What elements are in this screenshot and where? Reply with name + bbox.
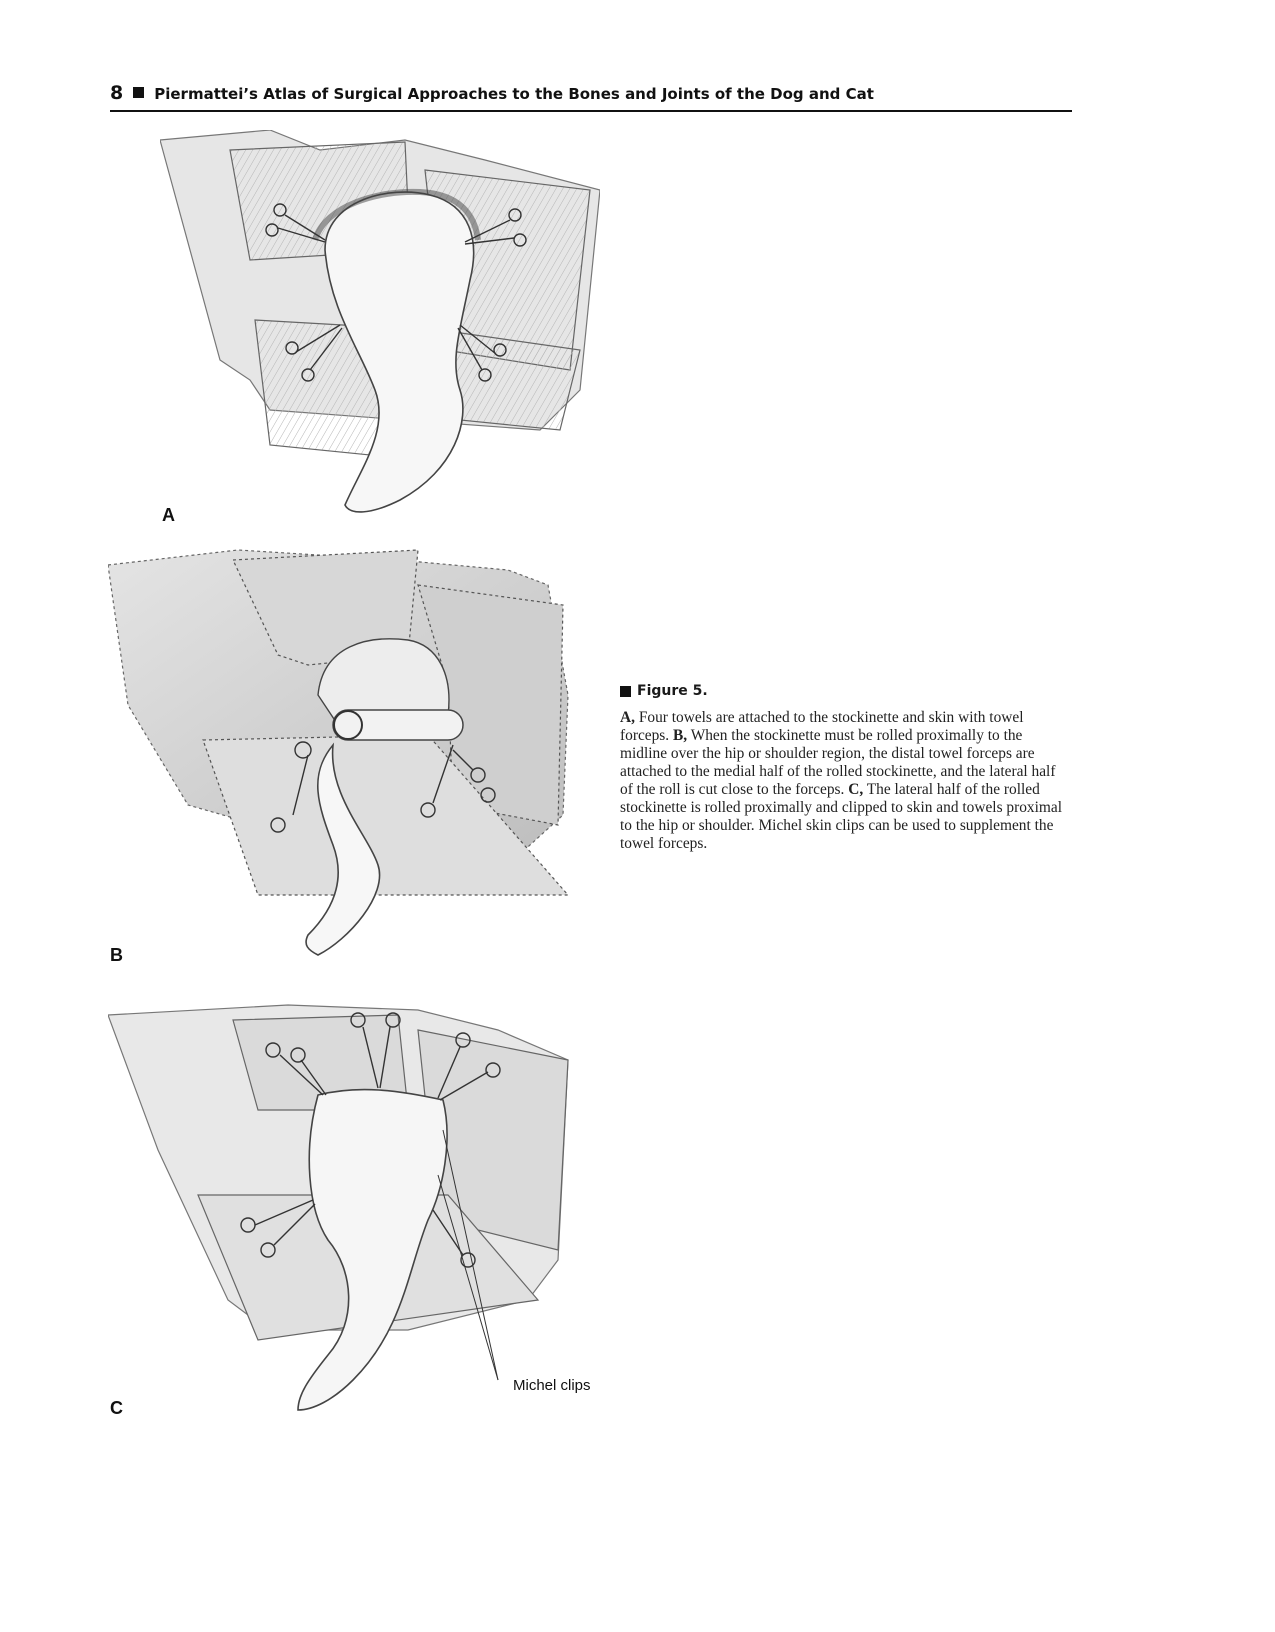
caption-label-c: C, [848,781,864,798]
page-number: 8 [110,82,124,104]
figure-panel-a [160,130,600,525]
panel-letter-b: B [110,945,123,965]
illustration-rolled-stockinette [108,545,578,965]
figure-panel-c [108,1000,588,1425]
caption-square-bullet [620,686,631,697]
panel-letter-a: A [162,505,175,525]
caption-text-b: When the stockinette must be rolled proximally to the midline over the hip or shoulder region, the distal towel forceps are attached to the medial half of the rolled stockinette, and the lateral half of the roll is cut close to the forceps. [620,727,1056,798]
caption-body [620,709,1072,853]
running-header [110,82,1072,112]
caption-text-a: Four towels are attached to the stockinette and skin with towel forceps. [620,709,1024,744]
illustration-michel-clips [108,1000,588,1425]
illustration-towels-forceps [160,130,600,525]
caption-label-a: A, [620,709,635,726]
caption-heading [620,683,1072,699]
caption-heading-text: Figure 5. [637,683,708,699]
running-title: Piermattei’s Atlas of Surgical Approaches to the Bones and Joints of the Dog and Cat [154,85,874,103]
callout-michel-clips: Michel clips [513,1377,591,1394]
header-square-bullet [133,87,144,98]
figure-panel-b [108,545,578,965]
caption-label-b: B, [673,727,688,744]
caption-text-c: The lateral half of the rolled stockinette is rolled proximally and clipped to skin and towels proximal to the hip or shoulder. Michel skin clips can be used to supplement the towel forceps. [620,781,1062,852]
panel-letter-c: C [110,1398,123,1418]
figure-caption [620,683,1072,853]
